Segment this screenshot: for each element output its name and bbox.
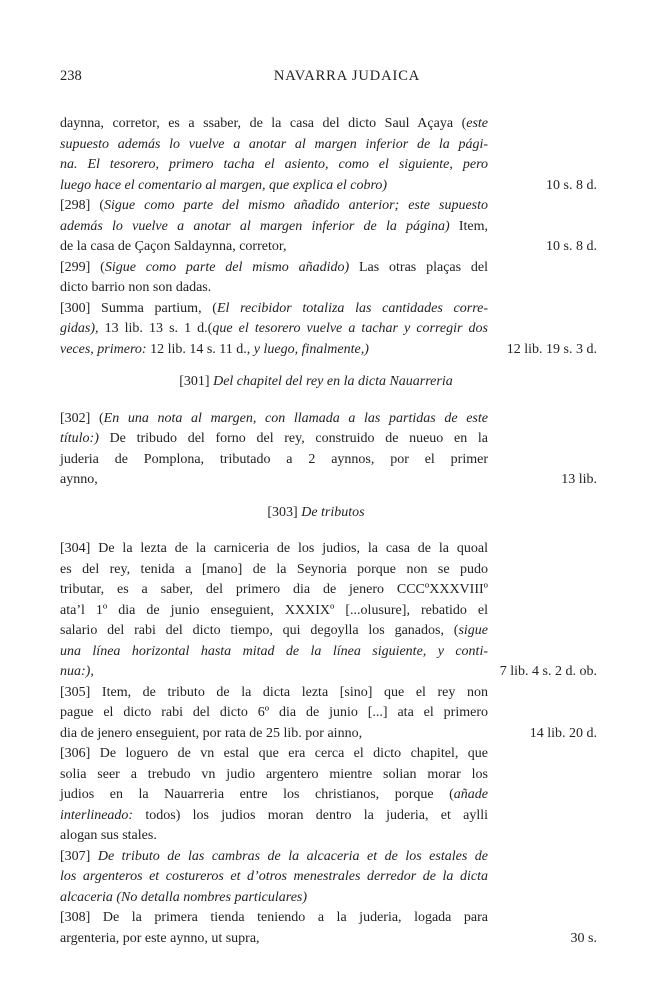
amount-value: 14 lib. 20 d. — [529, 725, 597, 741]
text-run: [302] ( — [60, 410, 104, 426]
text-line — [60, 765, 488, 786]
text-line — [60, 429, 488, 450]
text-line — [60, 217, 488, 238]
italic-text-run: una línea horizontal hasta mitad de la línea siguiente, y conti- — [60, 643, 488, 659]
text-line — [60, 724, 488, 745]
text-line — [60, 299, 488, 320]
italic-text-run: Del chapitel del rey en la dicta Nauarreria — [213, 374, 453, 389]
text-run: [307] — [60, 848, 98, 864]
italic-text-run: añade — [453, 787, 488, 802]
text-line — [60, 340, 488, 361]
text-run: aynno, — [60, 472, 98, 487]
amount-value: 7 lib. 4 s. 2 d. ob. — [499, 664, 597, 679]
italic-text-run: supuesto además lo vuelve a anotar al margen inferior de la pági- — [60, 136, 488, 152]
entry-paragraph — [60, 409, 597, 491]
running-title: NAVARRA JUDAICA — [273, 68, 421, 84]
text-run: Item, — [449, 218, 488, 234]
italic-text-run: este — [466, 116, 488, 131]
text-run: [306] De loguero de vn estal que era cerca el dicto chapitel, que — [60, 746, 488, 761]
amount-value: 12 lib. 19 s. 3 d. — [506, 341, 597, 357]
text-run: De tribudo del forno del rey, construido de nueuo en la — [98, 431, 488, 446]
entry-paragraph — [60, 114, 597, 196]
page-header — [60, 66, 600, 88]
text-line — [60, 847, 488, 868]
page-body — [60, 114, 597, 949]
entry-paragraph — [60, 258, 488, 299]
text-run: [299] ( — [60, 259, 105, 275]
italic-text-run: En una nota al margen, con llamada a las partidas de este — [103, 410, 488, 426]
text-line — [60, 539, 488, 560]
text-run: [303] — [267, 504, 302, 520]
text-run: [308] De la primera tienda teniendo a la juderia, logada para — [60, 910, 488, 925]
text-run: [304] De la lezta de la carniceria de los judios, la casa de la quoal — [60, 541, 488, 556]
text-run: pague el dicto rabi del dicto 6º dia de junio [...] ata el primero — [60, 705, 488, 720]
text-line — [60, 258, 488, 279]
section-heading — [60, 503, 572, 524]
text-run: salario del rabi del dicto tiempo, qui degoylla los ganados, ( — [60, 623, 459, 638]
italic-text-run: interlineado: — [60, 807, 134, 823]
italic-text-run: luego hace el comentario al margen, que explica el cobro) — [60, 177, 388, 193]
text-line — [60, 450, 488, 471]
text-run: [305] Item, de tributo de la dicta lezta [sino] que el rey non — [60, 684, 488, 700]
text-run: judios en la Nauarreria entre los christianos, porque ( — [60, 787, 454, 802]
amount-value: 10 s. 8 d. — [546, 239, 597, 254]
text-run: solia seer a trebudo vn judio argentero mientre solian morar los — [60, 766, 488, 782]
text-line — [60, 560, 488, 581]
text-run: 13 lib. 13 s. 1 d.( — [98, 321, 213, 336]
italic-text-run: Sigue como parte del mismo añadido anterior; este supuesto — [104, 198, 488, 213]
text-run: ata’l 1º dia de junio enseguient, XXXIXº [...olusure], rebatido el — [60, 602, 488, 618]
text-line — [60, 278, 488, 299]
text-line — [60, 196, 488, 217]
italic-text-run: Sigue como parte del mismo añadido) — [104, 259, 350, 275]
page-number: 238 — [60, 68, 82, 84]
italic-text-run: los argenteros et costureros et d’otros menestrales derredor de la dicta — [60, 869, 488, 884]
text-line — [60, 826, 488, 847]
italic-text-run: alcaceria (No detalla nombres particulares) — [60, 889, 308, 905]
text-line — [60, 580, 488, 601]
amount-value: 13 lib. — [561, 472, 597, 487]
amount-value: 10 s. 8 d. — [546, 177, 597, 193]
italic-text-run: y luego, finalmente,) — [253, 341, 369, 357]
text-line — [60, 409, 488, 430]
text-run: argenteria, por este aynno, ut supra, — [60, 930, 260, 946]
text-run: tributar, es a saber, del primero dia de jenero CCCºXXXVIIIº — [60, 582, 488, 597]
text-run: daynna, corretor, es a ssaber, de la casa del dicto Saul Açaya ( — [60, 116, 467, 131]
text-line — [60, 470, 488, 491]
text-line — [60, 642, 488, 663]
amount-value: 30 s. — [570, 930, 597, 946]
text-line — [60, 785, 488, 806]
text-line — [60, 319, 488, 340]
text-line — [60, 176, 488, 197]
text-line — [60, 888, 488, 909]
text-line — [60, 867, 488, 888]
italic-text-run: nua:), — [60, 664, 94, 679]
italic-text-run: De tributos — [301, 504, 365, 520]
text-run: [298] ( — [60, 198, 105, 213]
italic-text-run: título:) — [60, 431, 99, 446]
text-line — [60, 703, 488, 724]
text-line — [60, 114, 488, 135]
text-run: es del rey, tenida a [mano] de la Seynoria porque non se pudo — [60, 561, 488, 577]
entry-paragraph — [60, 908, 597, 949]
entry-paragraph — [60, 847, 488, 909]
entry-paragraph — [60, 539, 597, 683]
text-run: [301] — [179, 374, 214, 389]
text-line — [60, 929, 488, 950]
text-run: de la casa de Çaçon Saldaynna, corretor, — [60, 239, 287, 254]
section-heading — [60, 372, 572, 393]
text-line — [60, 744, 488, 765]
text-line — [60, 135, 488, 156]
text-run: [300] Summa partium, ( — [60, 300, 217, 316]
text-line — [60, 806, 488, 827]
text-line — [60, 683, 488, 704]
italic-text-run: que el tesorero vuelve a tachar y corregir dos — [212, 321, 489, 336]
entry-paragraph — [60, 196, 597, 258]
text-line — [60, 908, 488, 929]
text-line — [60, 237, 488, 258]
italic-text-run: sigue — [458, 623, 488, 638]
text-run: dia de jenero enseguient, por rata de 25 lib. por ainno, — [60, 725, 363, 741]
italic-text-run: veces, primero: — [60, 341, 147, 357]
text-run: 12 lib. 14 s. 11 d., — [146, 341, 254, 357]
text-run: juderia de Pomplona, tributado a 2 aynnos, por el primer — [60, 451, 488, 467]
text-run: Las otras plaças del — [349, 259, 488, 275]
text-run: todos) los judios moran dentro la juderia, et aylli — [133, 807, 488, 823]
text-line — [60, 601, 488, 622]
text-line — [60, 155, 488, 176]
text-line — [60, 621, 488, 642]
italic-text-run: De tributo de las cambras de la alcaceria et de los estales de — [97, 848, 488, 864]
entry-paragraph — [60, 683, 597, 745]
text-run: dicto barrio non son dadas. — [60, 280, 212, 295]
text-line — [60, 662, 488, 683]
italic-text-run: además lo vuelve a anotar al margen inferior de la página) — [60, 218, 450, 234]
italic-text-run: na. El tesorero, primero tacha el asiento, como el siguiente, pero — [60, 157, 488, 172]
entry-paragraph — [60, 744, 488, 847]
entry-paragraph — [60, 299, 597, 361]
text-run: alogan sus stales. — [60, 828, 157, 843]
italic-text-run: gidas), — [60, 321, 99, 336]
italic-text-run: El recibidor totaliza las cantidades corre- — [216, 300, 488, 316]
